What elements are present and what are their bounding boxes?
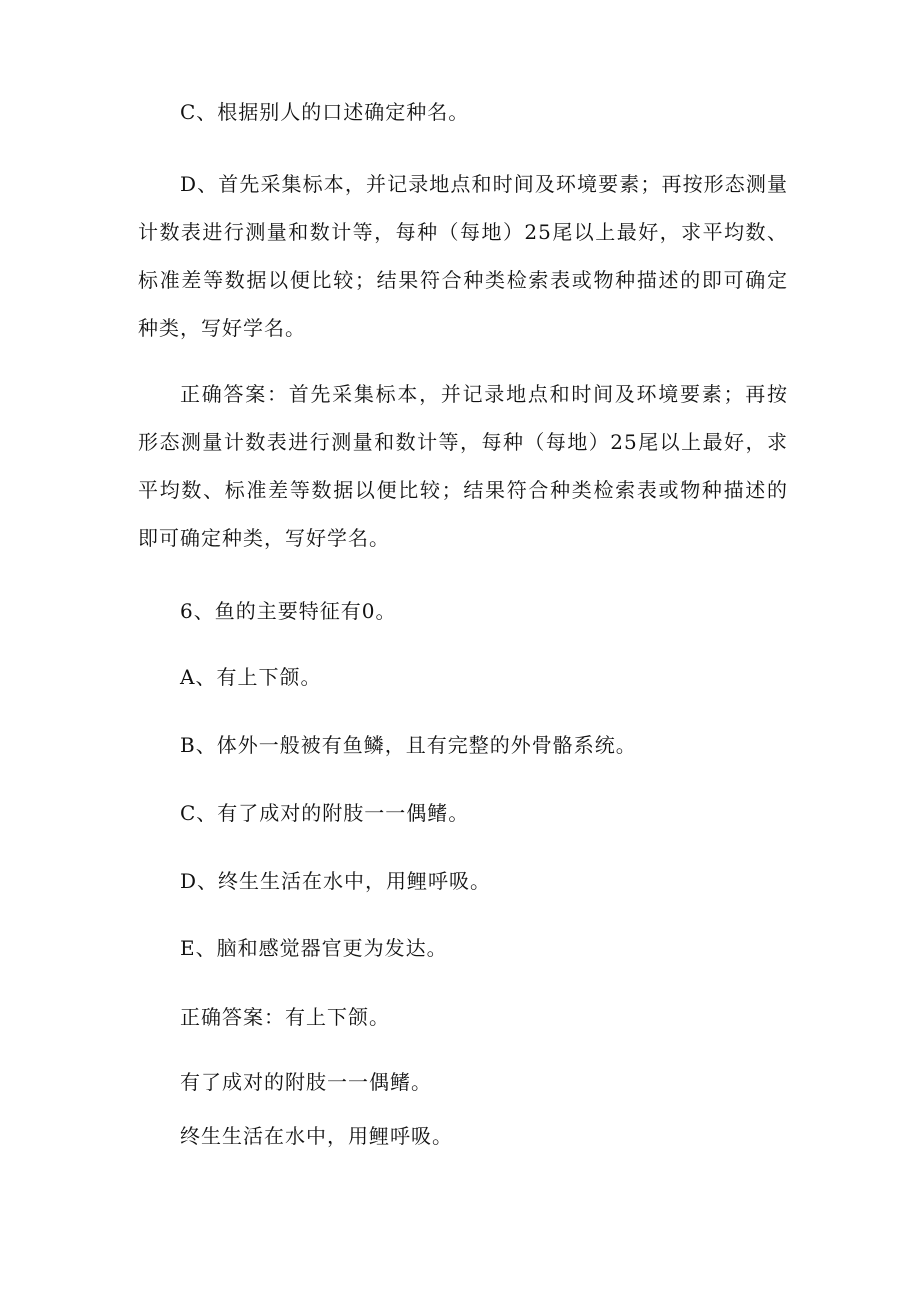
q5-option-c: C、根据别人的口述确定种名。 <box>180 100 470 124</box>
q6-stem: 6、鱼的主要特征有0。 <box>180 599 397 623</box>
q6-option-b: B、体外一般被有鱼鳞，且有完整的外骨骼系统。 <box>180 733 637 757</box>
q5-option-d: D、首先采集标本，并记录地点和时间及环境要素；再按形态测量计数表进行测量和数计等，每种（每地）25尾以上最好，求平均数、标准差等数据以便比较；结果符合种类检索表或物种描述的即可确定种类，写好学名。 <box>138 172 788 340</box>
q6-option-a: A、有上下颌。 <box>180 665 322 689</box>
q6-option-e: E、脑和感觉器官更为发达。 <box>180 936 448 960</box>
q6-option-d: D、终生生活在水中，用鲤呼吸。 <box>180 869 492 893</box>
q6-correct-answer: 正确答案：有上下颌。 <box>180 1005 390 1029</box>
q6-answer-line-3: 终生生活在水中，用鲤呼吸。 <box>180 1124 453 1148</box>
q6-option-c: C、有了成对的附肢一一偶鳍。 <box>180 801 470 825</box>
q6-answer-line-2: 有了成对的附肢一一偶鳍。 <box>180 1070 432 1094</box>
q5-correct-answer: 正确答案：首先采集标本，并记录地点和时间及环境要素；再按形态测量计数表进行测量和数计等，每种（每地）25尾以上最好，求平均数、标准差等数据以便比较；结果符合种类检索表或物种描述的即可确定种类，写好学名。 <box>138 382 788 550</box>
